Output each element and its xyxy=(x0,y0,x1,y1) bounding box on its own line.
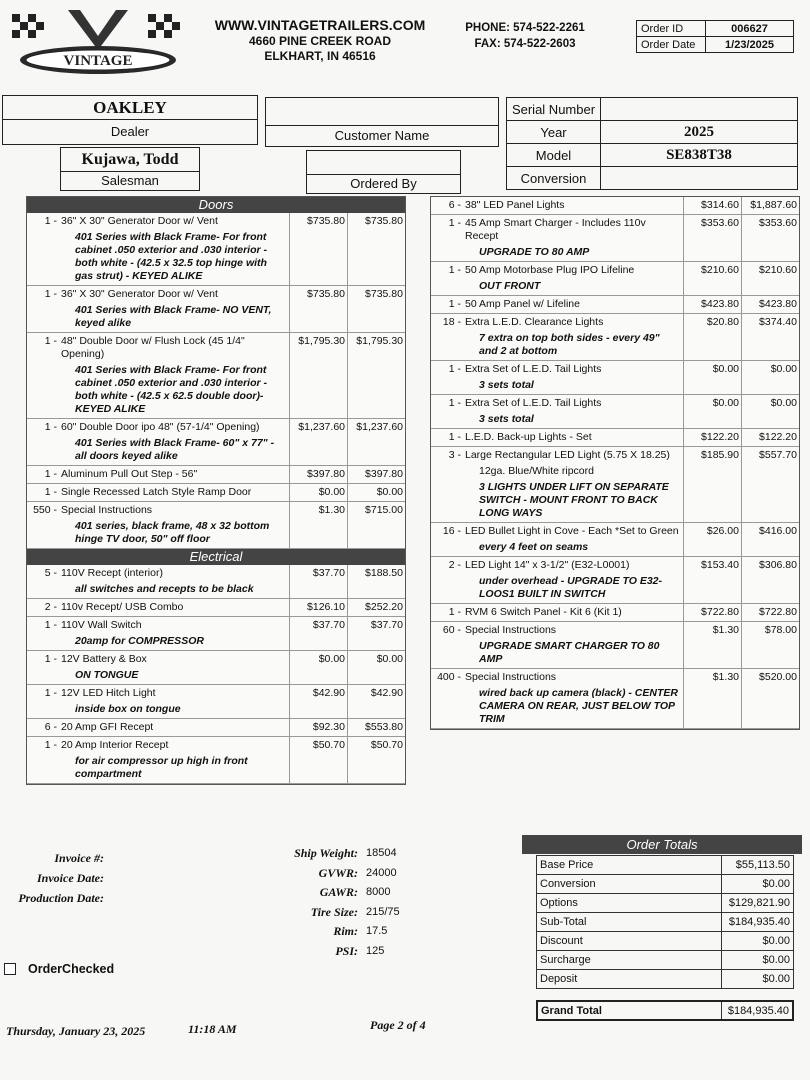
model-value: SE838T38 xyxy=(601,144,798,167)
line-item xyxy=(27,286,405,333)
line-item xyxy=(27,213,405,286)
line-item-name: 12V Battery & Box xyxy=(61,653,147,665)
totals-value: $0.00 xyxy=(722,875,794,894)
line-item-qty: 3 - xyxy=(448,449,461,461)
line-item-price: $153.40 xyxy=(683,557,741,603)
line-item-total: $557.70 xyxy=(741,447,799,522)
line-item-qty: 1 - xyxy=(448,397,461,409)
line-item-price: $1,237.60 xyxy=(289,419,347,465)
gvwr-label: GVWR: xyxy=(318,865,358,880)
line-item-price: $1,795.30 xyxy=(289,333,347,418)
line-item-desc xyxy=(27,466,289,483)
order-id-label: Order ID xyxy=(637,21,706,37)
line-item-qty: 1 - xyxy=(44,687,57,699)
line-item-qty: 1 - xyxy=(44,421,57,433)
doors-section-title: Doors xyxy=(27,197,405,213)
line-item-qty: 1 - xyxy=(448,217,461,229)
totals-value: $0.00 xyxy=(722,951,794,970)
tire-size: 215/75 xyxy=(366,905,400,918)
line-item-desc xyxy=(27,502,289,548)
company-phone: PHONE: 574-522-2261 xyxy=(465,22,585,34)
line-item xyxy=(431,604,799,622)
line-item-qty: 400 - xyxy=(437,671,461,683)
line-item-name: L.E.D. Back-up Lights - Set xyxy=(465,431,592,443)
gawr-label: GAWR: xyxy=(319,885,358,899)
totals-label: Sub-Total xyxy=(537,913,722,932)
conversion-label: Conversion xyxy=(507,167,601,190)
invoice-no-label: Invoice #: xyxy=(54,851,104,865)
line-item xyxy=(27,502,405,549)
totals-row xyxy=(537,875,794,894)
line-item-total: $553.80 xyxy=(347,719,405,736)
line-item-total: $715.00 xyxy=(347,502,405,548)
totals-row xyxy=(537,970,794,989)
gawr: 8000 xyxy=(366,886,391,898)
line-item-total: $252.20 xyxy=(347,599,405,616)
line-item xyxy=(27,737,405,784)
line-item-total: $735.80 xyxy=(347,286,405,332)
customer-box xyxy=(265,97,499,147)
line-item-desc xyxy=(431,622,683,668)
grand-total-box xyxy=(536,1000,794,1021)
line-item-desc xyxy=(27,333,289,418)
line-item-name: 110V Wall Switch xyxy=(61,619,142,631)
line-item-note: wired back up camera (black) - CENTER CAMERA ON REAR, JUST BELOW TOP TRIM xyxy=(479,687,678,725)
line-item-total: $1,237.60 xyxy=(347,419,405,465)
line-item-total: $423.80 xyxy=(741,296,799,313)
line-item-total: $42.90 xyxy=(347,685,405,718)
line-item-note: 401 Series with Black Frame- 60" x 77" - all doors keyed alike xyxy=(75,437,275,462)
line-item xyxy=(27,719,405,737)
line-item-name: 20 Amp Interior Recept xyxy=(61,739,169,751)
line-item-price: $1.30 xyxy=(683,622,741,668)
customer-label: Customer Name xyxy=(334,128,430,143)
year-value: 2025 xyxy=(601,121,798,144)
line-item-qty: 1 - xyxy=(448,363,461,375)
line-item-qty: 1 - xyxy=(44,653,57,665)
line-item-note: 7 extra on top both sides - every 49" and 2 at bottom xyxy=(479,332,660,357)
line-item-desc xyxy=(431,447,683,522)
line-item-note: UPGRADE SMART CHARGER TO 80 AMP xyxy=(479,640,660,665)
line-item-qty: 6 - xyxy=(448,199,461,211)
line-item xyxy=(431,262,799,296)
ship-specs xyxy=(286,844,436,961)
company-city: ELKHART, IN 46516 xyxy=(264,49,376,63)
line-item-desc xyxy=(27,419,289,465)
line-item xyxy=(431,215,799,262)
line-item-desc xyxy=(431,296,683,313)
dealer-label: Dealer xyxy=(110,124,150,139)
company-website: WWW.VINTAGETRAILERS.COM xyxy=(214,17,426,33)
line-item-desc xyxy=(27,685,289,718)
rim: 17.5 xyxy=(366,925,388,937)
line-item-name: 20 Amp GFI Recept xyxy=(61,721,154,733)
print-time: 11:18 AM xyxy=(188,1022,237,1036)
line-item-total: $735.80 xyxy=(347,213,405,285)
totals-value: $55,113.50 xyxy=(722,856,794,875)
line-item-total: $188.50 xyxy=(347,565,405,598)
line-item-price: $314.60 xyxy=(683,197,741,214)
line-item-note: every 4 feet on seams xyxy=(479,541,589,553)
line-item-total: $78.00 xyxy=(741,622,799,668)
line-item-price: $20.80 xyxy=(683,314,741,360)
tire-size-label: Tire Size: xyxy=(310,904,358,919)
line-item-note: 401 Series with Black Frame- For front cabinet .050 exterior and .030 interior - both white - (42.5 x 32.5 top hinge with gas strut) - KEYED ALIKE xyxy=(75,231,267,282)
line-item-name: Special Instructions xyxy=(465,671,557,683)
ordered-by-box xyxy=(306,150,461,194)
line-item-total: $306.80 xyxy=(741,557,799,603)
line-item-name: 48" Double Door w/ Flush Lock (45 1/4" Opening) xyxy=(61,335,245,360)
line-item xyxy=(27,466,405,484)
line-item-name: 60" Double Door ipo 48" (57-1/4" Opening) xyxy=(61,421,260,433)
line-item-price: $0.00 xyxy=(683,395,741,428)
line-item-note: 401 Series with Black Frame- NO VENT, keyed alike xyxy=(75,304,272,329)
line-item-name: 110v Recept/ USB Combo xyxy=(61,601,184,613)
line-item-name: 50 Amp Panel w/ Lifeline xyxy=(465,298,580,310)
line-item-qty: 1 - xyxy=(44,486,57,498)
line-item xyxy=(27,685,405,719)
line-item xyxy=(27,565,405,599)
line-item xyxy=(431,523,799,557)
salesman-box xyxy=(60,147,200,191)
line-item-name: 36" X 30" Generator Door w/ Vent xyxy=(61,215,218,227)
line-item xyxy=(431,429,799,447)
company-address: 4660 PINE CREEK ROAD xyxy=(248,34,392,48)
line-item-qty: 1 - xyxy=(44,739,57,751)
line-item-qty: 1 - xyxy=(44,335,57,347)
line-item-qty: 16 - xyxy=(442,525,461,537)
line-item-desc xyxy=(431,604,683,621)
model-label: Model xyxy=(507,144,601,167)
line-item xyxy=(27,599,405,617)
line-item-price: $126.10 xyxy=(289,599,347,616)
order-id: 006627 xyxy=(706,21,794,37)
line-item xyxy=(27,419,405,466)
vehicle-info-table xyxy=(506,97,798,190)
ship-weight-label: Ship Weight: xyxy=(294,846,358,860)
line-item-note: 3 sets total xyxy=(479,379,534,391)
line-item-price: $37.70 xyxy=(289,617,347,650)
line-item-qty: 1 - xyxy=(44,468,57,480)
line-item-qty: 1 - xyxy=(448,431,461,443)
totals-row xyxy=(537,913,794,932)
line-item xyxy=(431,361,799,395)
line-item xyxy=(27,651,405,685)
order-checked-checkbox[interactable] xyxy=(4,963,16,975)
line-item-total: $210.60 xyxy=(741,262,799,295)
order-checked[interactable] xyxy=(4,962,114,976)
totals-label: Deposit xyxy=(537,970,722,989)
line-item-note: 401 series, black frame, 48 x 32 bottom hinge TV door, 50" off floor xyxy=(75,520,270,545)
line-item-name: Special Instructions xyxy=(465,624,557,636)
order-date-label: Order Date xyxy=(637,37,706,53)
invoice-labels xyxy=(2,848,104,908)
line-item-total: $1,795.30 xyxy=(347,333,405,418)
line-item-price: $0.00 xyxy=(289,484,347,501)
line-item-qty: 550 - xyxy=(33,504,57,516)
print-date: Thursday, January 23, 2025 xyxy=(6,1024,146,1038)
line-item-price: $92.30 xyxy=(289,719,347,736)
order-checked-label: OrderChecked xyxy=(28,962,115,976)
line-item-note: OUT FRONT xyxy=(479,280,541,292)
totals-row xyxy=(537,951,794,970)
line-item-price: $50.70 xyxy=(289,737,347,783)
order-totals-title: Order Totals xyxy=(522,835,802,854)
line-item-note: ON TONGUE xyxy=(75,669,139,681)
line-item-total: $520.00 xyxy=(741,669,799,728)
salesman-label: Salesman xyxy=(101,173,159,188)
line-item xyxy=(431,296,799,314)
line-item-total: $0.00 xyxy=(741,361,799,394)
order-totals-table xyxy=(536,855,794,989)
year-label: Year xyxy=(507,121,601,144)
line-item-qty: 1 - xyxy=(448,606,461,618)
line-item-desc xyxy=(27,484,289,501)
grand-total-value: $184,935.40 xyxy=(721,1001,793,1020)
line-item xyxy=(431,314,799,361)
dealer-value: OAKLEY xyxy=(3,96,257,120)
line-item-note: 401 Series with Black Frame- For front cabinet .050 exterior and .030 interior - both white - (42.5 x 62.5 double door)- KEYED ALIKE xyxy=(75,364,267,415)
line-item-desc xyxy=(27,719,289,736)
gvwr: 24000 xyxy=(366,866,397,879)
line-item-desc xyxy=(431,523,683,556)
line-item-desc xyxy=(27,737,289,783)
serial-label: Serial Number xyxy=(507,98,601,121)
line-item-name: 36" X 30" Generator Door w/ Vent xyxy=(61,288,218,300)
line-item-note: for air compressor up high in front compartment xyxy=(75,755,248,780)
line-item-price: $42.90 xyxy=(289,685,347,718)
line-item-note: 3 sets total xyxy=(479,413,534,425)
line-item-desc xyxy=(431,361,683,394)
line-item-name: LED Bullet Light in Cove - Each *Set to Green xyxy=(465,525,679,537)
line-item-price: $1.30 xyxy=(683,669,741,728)
line-item-price: $122.20 xyxy=(683,429,741,446)
line-item-total: $122.20 xyxy=(741,429,799,446)
line-item-note: under overhead - UPGRADE TO E32-LOOS1 BUILT IN SWITCH xyxy=(479,575,663,600)
invoice-date-label: Invoice Date: xyxy=(37,871,104,885)
vintage-logo xyxy=(8,6,188,76)
ship-weight: 18504 xyxy=(366,847,397,859)
totals-label: Discount xyxy=(537,932,722,951)
line-item xyxy=(431,447,799,523)
line-item-note: 20amp for COMPRESSOR xyxy=(75,635,204,647)
line-item-name: Large Rectangular LED Light (5.75 X 18.25) xyxy=(465,449,670,461)
line-item-total: $353.60 xyxy=(741,215,799,261)
line-item xyxy=(431,669,799,729)
line-item-qty: 1 - xyxy=(44,288,57,300)
line-item-note: 3 LIGHTS UNDER LIFT ON SEPARATE SWITCH - MOUNT FRONT TO BACK LONG WAYS xyxy=(479,481,669,519)
line-item-total: $0.00 xyxy=(347,651,405,684)
line-item-price: $423.80 xyxy=(683,296,741,313)
line-item-price: $185.90 xyxy=(683,447,741,522)
line-item-qty: 18 - xyxy=(442,316,461,328)
line-item-desc xyxy=(431,669,683,728)
order-box xyxy=(636,20,794,53)
production-date-label: Production Date: xyxy=(18,891,104,905)
totals-row xyxy=(537,894,794,913)
page-number: Page 2 of 4 xyxy=(370,1018,426,1032)
line-item-note: inside box on tongue xyxy=(75,703,181,715)
line-item-price: $0.00 xyxy=(289,651,347,684)
line-item-qty: 1 - xyxy=(44,619,57,631)
line-item-total: $37.70 xyxy=(347,617,405,650)
totals-label: Conversion xyxy=(537,875,722,894)
line-item-total: $1,887.60 xyxy=(741,197,799,214)
line-item-qty: 6 - xyxy=(44,721,57,733)
totals-value: $184,935.40 xyxy=(722,913,794,932)
totals-label: Surcharge xyxy=(537,951,722,970)
line-item-desc xyxy=(27,651,289,684)
line-item xyxy=(431,557,799,604)
line-item-price: $0.00 xyxy=(683,361,741,394)
line-item-price: $722.80 xyxy=(683,604,741,621)
line-item-desc xyxy=(431,215,683,261)
line-item-total: $397.80 xyxy=(347,466,405,483)
line-item xyxy=(431,395,799,429)
line-item-desc xyxy=(27,599,289,616)
line-item xyxy=(431,197,799,215)
salesman-value: Kujawa, Todd xyxy=(61,148,199,172)
line-item xyxy=(27,617,405,651)
line-item-price: $26.00 xyxy=(683,523,741,556)
line-item-name: Special Instructions xyxy=(61,504,153,516)
dealer-box xyxy=(2,95,258,145)
ordered-by-value xyxy=(307,151,460,175)
line-item-name: Extra L.E.D. Clearance Lights xyxy=(465,316,604,328)
left-options-table xyxy=(26,196,406,785)
line-item-price: $735.80 xyxy=(289,286,347,332)
line-item-name: 110V Recept (interior) xyxy=(61,567,163,579)
line-item-qty: 2 - xyxy=(44,601,57,613)
line-item-qty: 2 - xyxy=(448,559,461,571)
line-item-desc xyxy=(431,262,683,295)
psi-label: PSI: xyxy=(335,943,358,958)
line-item-total: $0.00 xyxy=(347,484,405,501)
line-item-total: $416.00 xyxy=(741,523,799,556)
line-item-name: RVM 6 Switch Panel - Kit 6 (Kit 1) xyxy=(465,606,622,618)
ordered-by-label: Ordered By xyxy=(350,176,417,191)
line-item-price: $353.60 xyxy=(683,215,741,261)
line-item-total: $722.80 xyxy=(741,604,799,621)
line-item-name: 38" LED Panel Lights xyxy=(465,199,565,211)
line-item xyxy=(431,622,799,669)
line-item-name: Extra Set of L.E.D. Tail Lights xyxy=(465,363,602,375)
totals-label: Options xyxy=(537,894,722,913)
serial-value xyxy=(601,98,798,121)
line-item-note: all switches and recepts to be black xyxy=(75,583,254,595)
line-item-name: LED Light 14" x 3-1/2" (E32-L0001) xyxy=(465,559,630,571)
grand-total-label: Grand Total xyxy=(537,1001,721,1020)
line-item-desc xyxy=(431,557,683,603)
totals-value: $0.00 xyxy=(722,932,794,951)
totals-value: $129,821.90 xyxy=(722,894,794,913)
line-item-price: $210.60 xyxy=(683,262,741,295)
line-item-desc xyxy=(27,565,289,598)
line-item-desc xyxy=(431,429,683,446)
line-item-desc xyxy=(27,286,289,332)
line-item-name: Extra Set of L.E.D. Tail Lights xyxy=(465,397,602,409)
line-item-price: $37.70 xyxy=(289,565,347,598)
rim-label: Rim: xyxy=(333,924,358,938)
line-item-qty: 1 - xyxy=(448,264,461,276)
line-item-qty: 1 - xyxy=(44,215,57,227)
line-item-total: $50.70 xyxy=(347,737,405,783)
line-item-price: $1.30 xyxy=(289,502,347,548)
right-options-table xyxy=(430,196,800,730)
line-item-name: Aluminum Pull Out Step - 56" xyxy=(61,468,198,480)
line-item-price: $397.80 xyxy=(289,466,347,483)
line-item xyxy=(27,484,405,502)
line-item-name: 12V LED Hitch Light xyxy=(61,687,156,699)
order-date: 1/23/2025 xyxy=(706,37,794,53)
line-item-qty: 5 - xyxy=(44,567,57,579)
line-item-note: UPGRADE TO 80 AMP xyxy=(479,246,590,258)
line-item-name: 50 Amp Motorbase Plug IPO Lifeline xyxy=(465,264,635,276)
line-item-price: $735.80 xyxy=(289,213,347,285)
line-item-desc xyxy=(27,213,289,285)
line-item-desc xyxy=(431,395,683,428)
conversion-value xyxy=(601,167,798,190)
company-fax: FAX: 574-522-2603 xyxy=(474,38,576,50)
line-item-note: 12ga. Blue/White ripcord xyxy=(479,465,594,477)
line-item-desc xyxy=(431,314,683,360)
totals-row xyxy=(537,856,794,875)
line-item-desc xyxy=(431,197,683,214)
line-item-qty: 60 - xyxy=(442,624,461,636)
logo-text: VINTAGE xyxy=(63,53,133,69)
totals-label: Base Price xyxy=(537,856,722,875)
totals-value: $0.00 xyxy=(722,970,794,989)
line-item-qty: 1 - xyxy=(448,298,461,310)
line-item-name: 45 Amp Smart Charger - Includes 110v Recept xyxy=(465,217,646,242)
line-item xyxy=(27,333,405,419)
line-item-total: $0.00 xyxy=(741,395,799,428)
psi: 125 xyxy=(366,944,385,957)
line-item-name: Single Recessed Latch Style Ramp Door xyxy=(61,486,252,498)
totals-row xyxy=(537,932,794,951)
electrical-section-title: Electrical xyxy=(27,549,405,565)
line-item-desc xyxy=(27,617,289,650)
customer-value xyxy=(266,98,498,126)
line-item-total: $374.40 xyxy=(741,314,799,360)
